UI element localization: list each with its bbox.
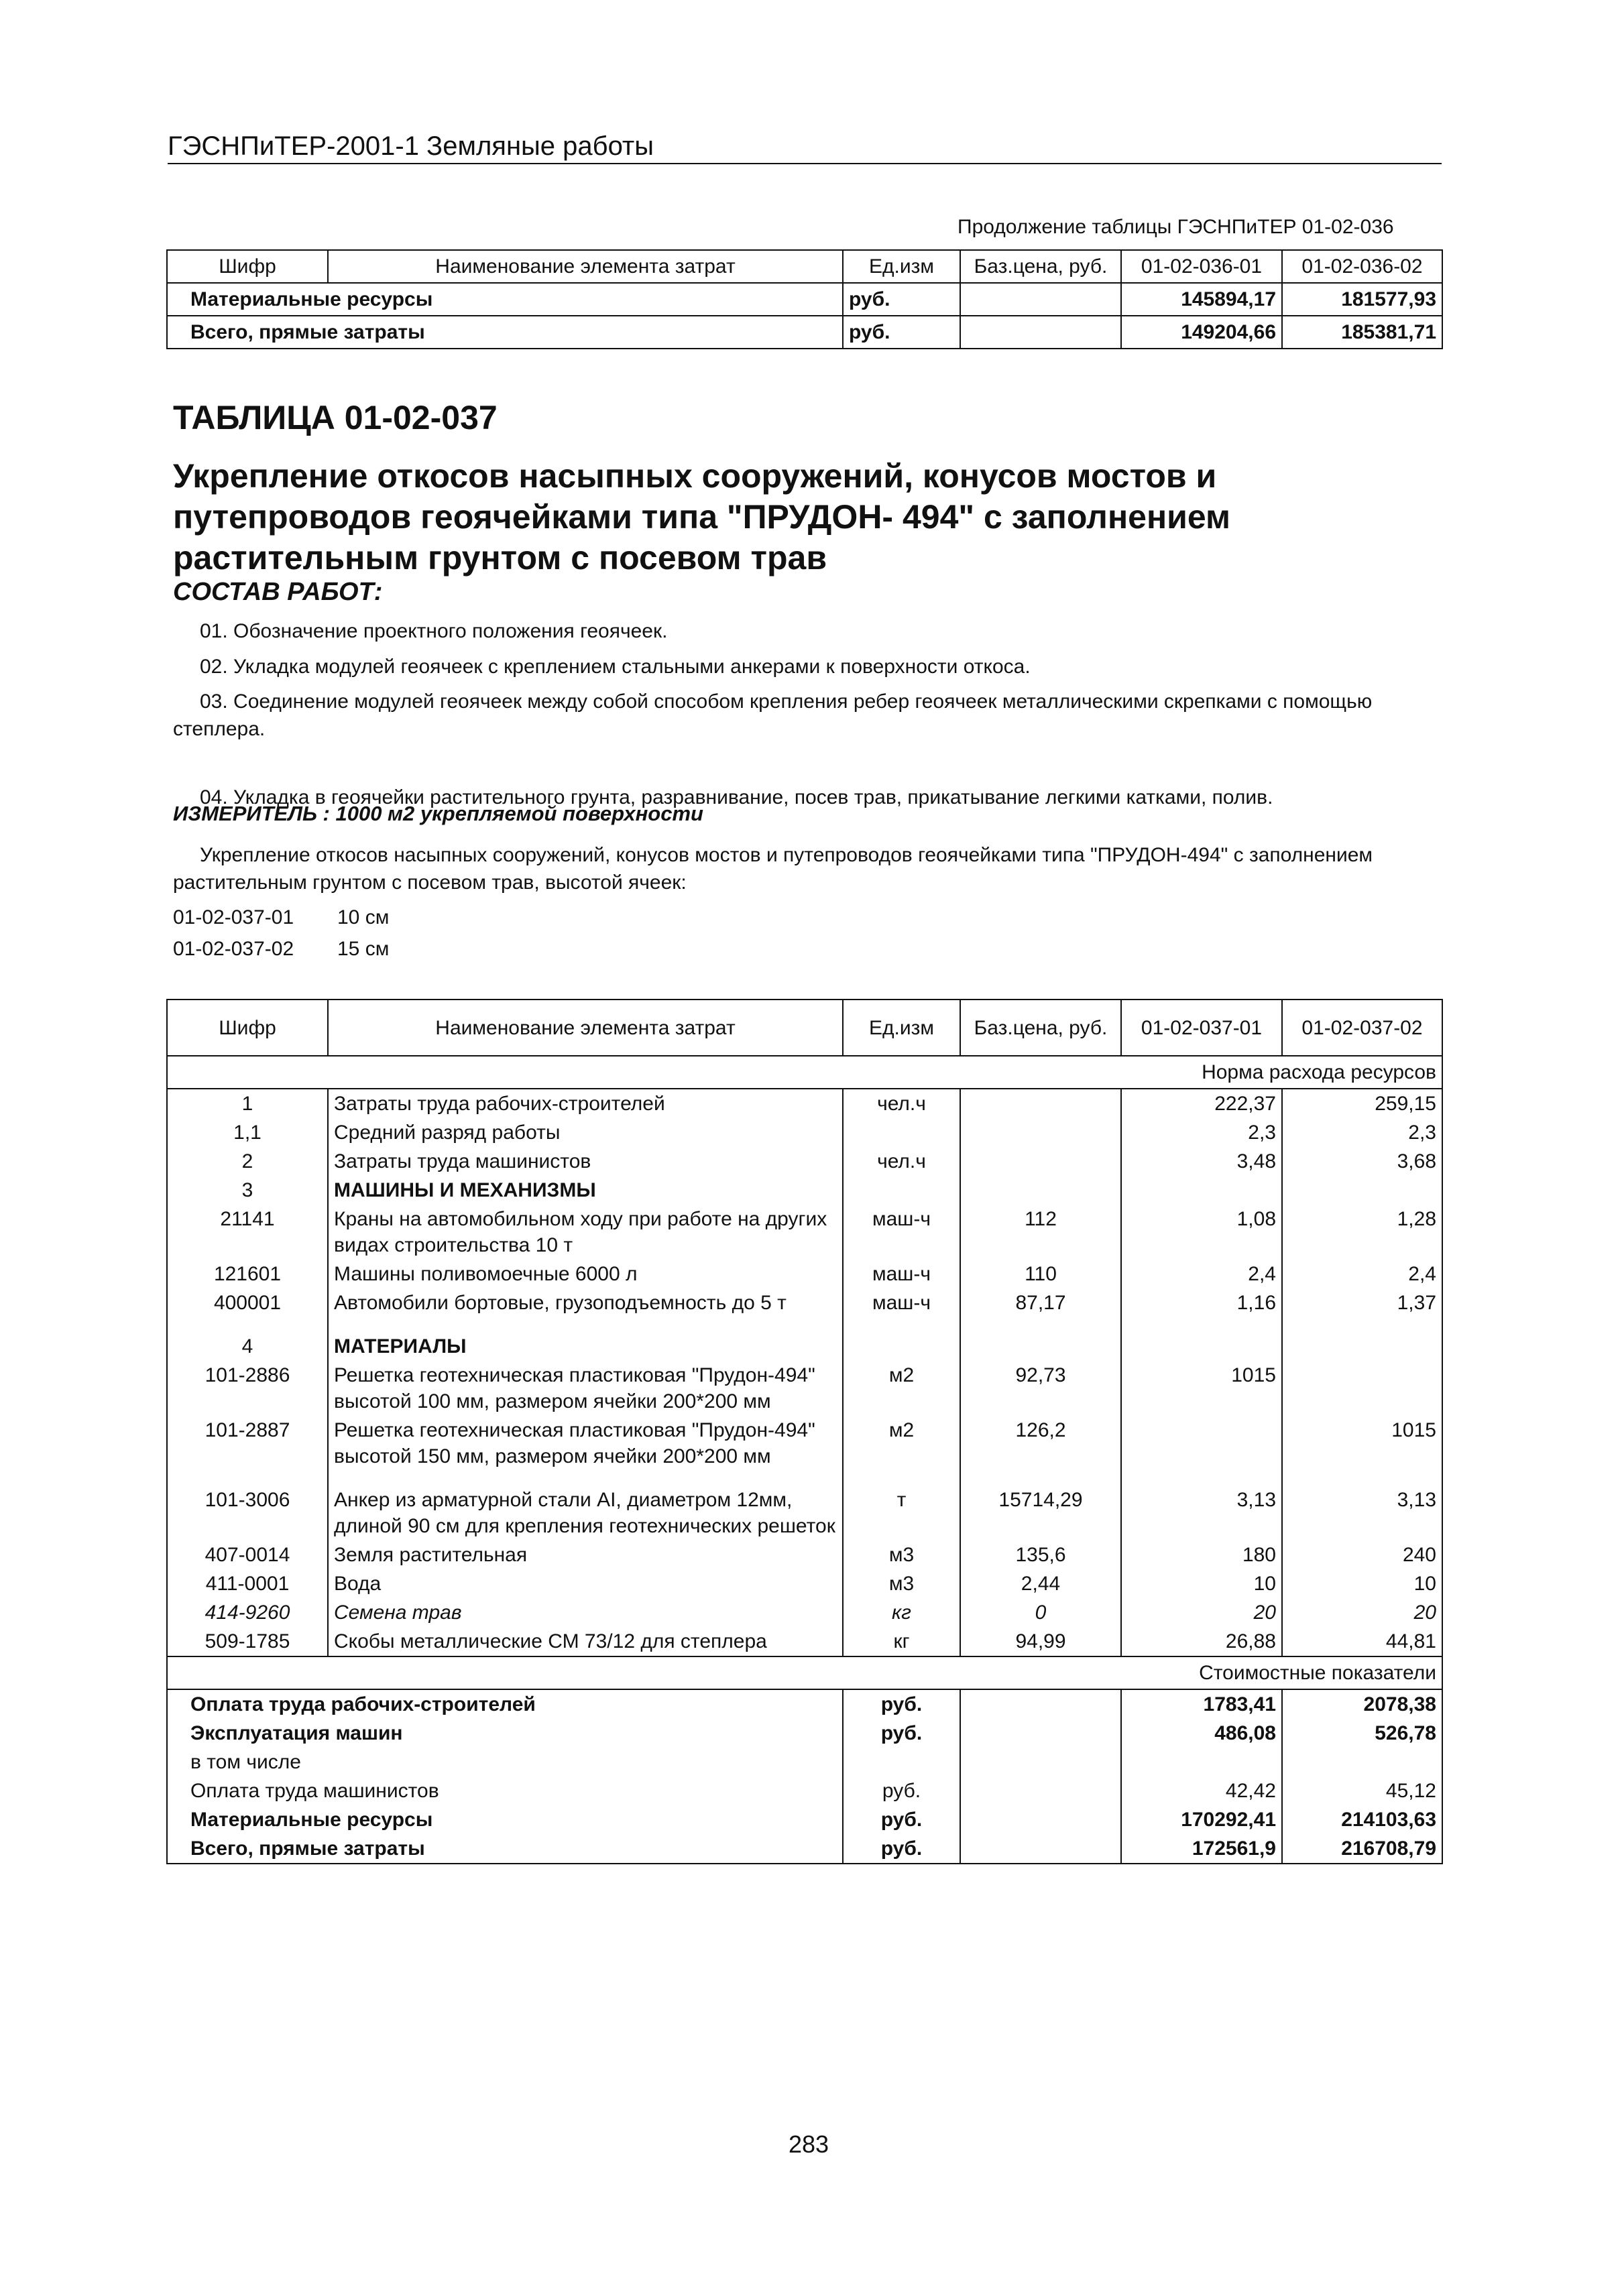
row-value-1: 1,16 — [1121, 1288, 1282, 1317]
total-value-2 — [1282, 1748, 1442, 1776]
row-value-2: 1,37 — [1282, 1288, 1442, 1317]
table-row — [167, 1288, 1442, 1317]
table-row — [167, 1205, 1442, 1260]
row-code: 4 — [167, 1332, 328, 1361]
spacer-cell — [328, 1471, 843, 1486]
variant-value: 15 см — [337, 937, 390, 960]
total-unit: руб. — [843, 1805, 960, 1834]
spacer-row — [167, 1317, 1442, 1332]
total-price — [960, 1689, 1121, 1719]
table-row — [167, 1486, 1442, 1540]
spacer-cell — [1121, 1471, 1282, 1486]
col-header: Баз.цена, руб. — [960, 250, 1121, 283]
row-value-2: 2,4 — [1282, 1260, 1442, 1288]
total-row — [167, 1805, 1442, 1834]
row-value-2: 1015 — [1282, 1416, 1442, 1471]
row-name: Машины поливомоечные 6000 л — [328, 1260, 843, 1288]
total-name: Эксплуатация машин — [167, 1719, 843, 1748]
col-header: 01-02-037-02 — [1282, 1000, 1442, 1056]
total-price — [960, 1805, 1121, 1834]
row-value-1: 3,13 — [1121, 1486, 1282, 1540]
total-price — [960, 1776, 1121, 1805]
table-row — [167, 1598, 1442, 1627]
row-value-1: 1,08 — [1121, 1205, 1282, 1260]
row-unit: т — [843, 1486, 960, 1540]
row-code: 407-0014 — [167, 1540, 328, 1569]
row-unit: кг — [843, 1627, 960, 1656]
work-item: 03. Соединение модулей геоячеек между собой способом крепления ребер геоячеек металлическими скрепками с помощью степлера. — [173, 690, 1373, 740]
row-unit: м2 — [843, 1416, 960, 1471]
row-price: 2,44 — [960, 1569, 1121, 1598]
row-price — [960, 1089, 1121, 1118]
total-row — [167, 1748, 1442, 1776]
table-row — [167, 1332, 1442, 1361]
continuation-caption: Продолжение таблицы ГЭСНПиТЕР 01-02-036 — [958, 216, 1394, 238]
row-name: МАТЕРИАЛЫ — [328, 1332, 843, 1361]
row-code: 509-1785 — [167, 1627, 328, 1656]
table-row — [167, 1089, 1442, 1118]
row-value-2 — [1282, 1332, 1442, 1361]
total-value-1: 170292,41 — [1121, 1805, 1282, 1834]
row-unit: м3 — [843, 1540, 960, 1569]
row-code: 414-9260 — [167, 1598, 328, 1627]
row-value-2: 3,68 — [1282, 1147, 1442, 1176]
row-code: 3 — [167, 1176, 328, 1205]
table-row — [167, 1361, 1442, 1416]
col-header: 01-02-037-01 — [1121, 1000, 1282, 1056]
row-price: 15714,29 — [960, 1486, 1121, 1540]
row-unit: маш-ч — [843, 1205, 960, 1260]
row-name: Земля растительная — [328, 1540, 843, 1569]
row-unit: чел.ч — [843, 1089, 960, 1118]
work-composition-label: СОСТАВ РАБОТ: — [173, 578, 383, 606]
row-value-1: 180 — [1121, 1540, 1282, 1569]
row-code: 2 — [167, 1147, 328, 1176]
total-row — [167, 1689, 1442, 1719]
row-code: 101-3006 — [167, 1486, 328, 1540]
total-row — [167, 1834, 1442, 1864]
table-row — [167, 1118, 1442, 1147]
col-header: Шифр — [167, 1000, 328, 1056]
spacer-cell — [843, 1471, 960, 1486]
row-unit: маш-ч — [843, 1288, 960, 1317]
total-value-2: 214103,63 — [1282, 1805, 1442, 1834]
row-code: 411-0001 — [167, 1569, 328, 1598]
description: Укрепление откосов насыпных сооружений, конусов мостов и путепроводов геоячейками типа "ПРУДОН-494" с заполнением растительным грунтом с посевом трав, высотой ячеек: — [173, 844, 1373, 894]
row-name: Вода — [328, 1569, 843, 1598]
row-code: 121601 — [167, 1260, 328, 1288]
row-price: 0 — [960, 1598, 1121, 1627]
main-table — [166, 999, 1443, 1864]
spacer-cell — [960, 1471, 1121, 1486]
row-value-2: 3,13 — [1282, 1486, 1442, 1540]
row-name: Средний разряд работы — [328, 1118, 843, 1147]
table-row — [167, 1540, 1442, 1569]
col-header: Шифр — [167, 250, 328, 283]
row-value-1: 20 — [1121, 1598, 1282, 1627]
total-value-1 — [1121, 1748, 1282, 1776]
row-value-1 — [1121, 1416, 1282, 1471]
page-header: ГЭСНПиТЕР-2001-1 Земляные работы — [168, 131, 1442, 164]
table-title: ТАБЛИЦА 01-02-037 — [173, 399, 498, 436]
row-price: 94,99 — [960, 1627, 1121, 1656]
total-row — [167, 1719, 1442, 1748]
col-header: 01-02-036-01 — [1121, 250, 1282, 283]
row-value-2: 44,81 — [1282, 1627, 1442, 1656]
row-value-2 — [1282, 1361, 1442, 1416]
total-unit: руб. — [843, 1689, 960, 1719]
col-header: Наименование элемента затрат — [328, 250, 843, 283]
total-value-2: 526,78 — [1282, 1719, 1442, 1748]
norm-section-row — [167, 1056, 1442, 1089]
row-name: Решетка геотехническая пластиковая "Прудон-494" высотой 150 мм, размером ячейки 200*200 мм — [328, 1416, 843, 1471]
table-row — [167, 1147, 1442, 1176]
variants-list — [173, 902, 389, 965]
row-value-1: 3,48 — [1121, 1147, 1282, 1176]
row-unit: руб. — [843, 316, 960, 349]
measurement-unit: ИЗМЕРИТЕЛЬ : 1000 м2 укрепляемой поверхности — [173, 802, 703, 825]
spacer-row — [167, 1471, 1442, 1486]
row-price: 92,73 — [960, 1361, 1121, 1416]
row-name: МАШИНЫ И МЕХАНИЗМЫ — [328, 1176, 843, 1205]
row-value-1: 26,88 — [1121, 1627, 1282, 1656]
row-name: Скобы металлические СМ 73/12 для степлера — [328, 1627, 843, 1656]
row-value-2: 181577,93 — [1282, 283, 1442, 316]
spacer-cell — [1282, 1317, 1442, 1332]
row-name: Всего, прямые затраты — [167, 316, 843, 349]
spacer-cell — [328, 1317, 843, 1332]
row-name: Затраты труда рабочих-строителей — [328, 1089, 843, 1118]
col-header: Баз.цена, руб. — [960, 1000, 1121, 1056]
row-value-1: 149204,66 — [1121, 316, 1282, 349]
row-value-1: 2,4 — [1121, 1260, 1282, 1288]
table-row — [167, 1260, 1442, 1288]
row-unit: маш-ч — [843, 1260, 960, 1288]
row-value-2: 185381,71 — [1282, 316, 1442, 349]
row-price: 112 — [960, 1205, 1121, 1260]
table-header-row — [167, 250, 1442, 283]
variant-row — [173, 934, 389, 965]
row-unit — [843, 1176, 960, 1205]
total-name: Оплата труда машинистов — [167, 1776, 843, 1805]
row-price: 126,2 — [960, 1416, 1121, 1471]
total-value-1: 486,08 — [1121, 1719, 1282, 1748]
work-list — [173, 618, 1447, 820]
table-row — [167, 1416, 1442, 1471]
total-value-1: 1783,41 — [1121, 1689, 1282, 1719]
col-header: Ед.изм — [843, 1000, 960, 1056]
row-unit: кг — [843, 1598, 960, 1627]
total-price — [960, 1748, 1121, 1776]
spacer-cell — [167, 1317, 328, 1332]
row-value-1: 222,37 — [1121, 1089, 1282, 1118]
total-value-2: 2078,38 — [1282, 1689, 1442, 1719]
spacer-cell — [1282, 1471, 1442, 1486]
total-name: Всего, прямые затраты — [167, 1834, 843, 1864]
previous-table — [166, 249, 1443, 349]
row-price — [960, 316, 1121, 349]
row-price — [960, 1176, 1121, 1205]
table-row — [167, 1176, 1442, 1205]
row-value-2: 259,15 — [1282, 1089, 1442, 1118]
row-unit: руб. — [843, 283, 960, 316]
row-price — [960, 1118, 1121, 1147]
row-name: Материальные ресурсы — [167, 283, 843, 316]
row-unit: чел.ч — [843, 1147, 960, 1176]
spacer-cell — [167, 1471, 328, 1486]
row-value-1: 1015 — [1121, 1361, 1282, 1416]
total-value-2: 45,12 — [1282, 1776, 1442, 1805]
row-value-2: 10 — [1282, 1569, 1442, 1598]
total-price — [960, 1719, 1121, 1748]
row-name: Затраты труда машинистов — [328, 1147, 843, 1176]
row-name: Решетка геотехническая пластиковая "Прудон-494" высотой 100 мм, размером ячейки 200*200 мм — [328, 1361, 843, 1416]
row-value-1: 10 — [1121, 1569, 1282, 1598]
row-unit — [843, 1118, 960, 1147]
row-value-1: 2,3 — [1121, 1118, 1282, 1147]
work-item: 04. Укладка в геоячейки растительного грунта, разравнивание, посев трав, прикатывание легкими катками, полив. — [200, 786, 1273, 808]
col-header: 01-02-036-02 — [1282, 250, 1442, 283]
spacer-cell — [960, 1317, 1121, 1332]
spacer-cell — [843, 1317, 960, 1332]
row-price — [960, 283, 1121, 316]
row-price — [960, 1332, 1121, 1361]
variant-code: 01-02-037-01 — [173, 906, 294, 928]
row-name: Анкер из арматурной стали AI, диаметром 12мм, длиной 90 см для крепления геотехнических решеток — [328, 1486, 843, 1540]
row-value-2 — [1282, 1176, 1442, 1205]
row-code: 101-2886 — [167, 1361, 328, 1416]
row-value-1: 145894,17 — [1121, 283, 1282, 316]
variant-row — [173, 902, 389, 934]
row-name: Автомобили бортовые, грузоподъемность до 5 т — [328, 1288, 843, 1317]
row-value-2: 20 — [1282, 1598, 1442, 1627]
total-name: Оплата труда рабочих-строителей — [167, 1689, 843, 1719]
table-row — [167, 283, 1442, 316]
table-row — [167, 1627, 1442, 1656]
row-code: 1 — [167, 1089, 328, 1118]
col-header: Наименование элемента затрат — [328, 1000, 843, 1056]
total-unit — [843, 1748, 960, 1776]
row-code: 21141 — [167, 1205, 328, 1260]
row-name: Семена трав — [328, 1598, 843, 1627]
variant-code: 01-02-037-02 — [173, 937, 294, 960]
row-price: 110 — [960, 1260, 1121, 1288]
total-name: Материальные ресурсы — [167, 1805, 843, 1834]
total-unit: руб. — [843, 1776, 960, 1805]
total-value-1: 172561,9 — [1121, 1834, 1282, 1864]
total-row — [167, 1776, 1442, 1805]
table-header-row — [167, 1000, 1442, 1056]
variant-value: 10 см — [337, 906, 390, 928]
table-row — [167, 1569, 1442, 1598]
section-heading: Укрепление откосов насыпных сооружений, конусов мостов и путепроводов геоячейками типа "ПРУДОН- 494" с заполнением растительным грунтом с посевом трав — [173, 457, 1231, 577]
total-value-1: 42,42 — [1121, 1776, 1282, 1805]
work-item: 02. Укладка модулей геоячеек с креплением стальными анкерами к поверхности откоса. — [200, 655, 1031, 678]
page-number: 283 — [789, 2130, 829, 2158]
row-price: 87,17 — [960, 1288, 1121, 1317]
table-row — [167, 316, 1442, 349]
total-name: в том числе — [167, 1748, 843, 1776]
total-unit: руб. — [843, 1834, 960, 1864]
row-price — [960, 1147, 1121, 1176]
row-unit: м2 — [843, 1361, 960, 1416]
row-value-1 — [1121, 1332, 1282, 1361]
total-value-2: 216708,79 — [1282, 1834, 1442, 1864]
row-code: 400001 — [167, 1288, 328, 1317]
norm-section-label: Норма расхода ресурсов — [167, 1056, 1442, 1089]
row-code: 1,1 — [167, 1118, 328, 1147]
row-value-1 — [1121, 1176, 1282, 1205]
row-unit — [843, 1332, 960, 1361]
row-price: 135,6 — [960, 1540, 1121, 1569]
total-price — [960, 1834, 1121, 1864]
row-value-2: 2,3 — [1282, 1118, 1442, 1147]
row-value-2: 240 — [1282, 1540, 1442, 1569]
spacer-cell — [1121, 1317, 1282, 1332]
row-unit: м3 — [843, 1569, 960, 1598]
row-name: Краны на автомобильном ходу при работе на других видах строительства 10 т — [328, 1205, 843, 1260]
col-header: Ед.изм — [843, 250, 960, 283]
cost-section-row — [167, 1656, 1442, 1689]
row-value-2: 1,28 — [1282, 1205, 1442, 1260]
work-item: 01. Обозначение проектного положения геоячеек. — [200, 620, 668, 642]
cost-section-label: Стоимостные показатели — [167, 1656, 1442, 1689]
row-code: 101-2887 — [167, 1416, 328, 1471]
total-unit: руб. — [843, 1719, 960, 1748]
